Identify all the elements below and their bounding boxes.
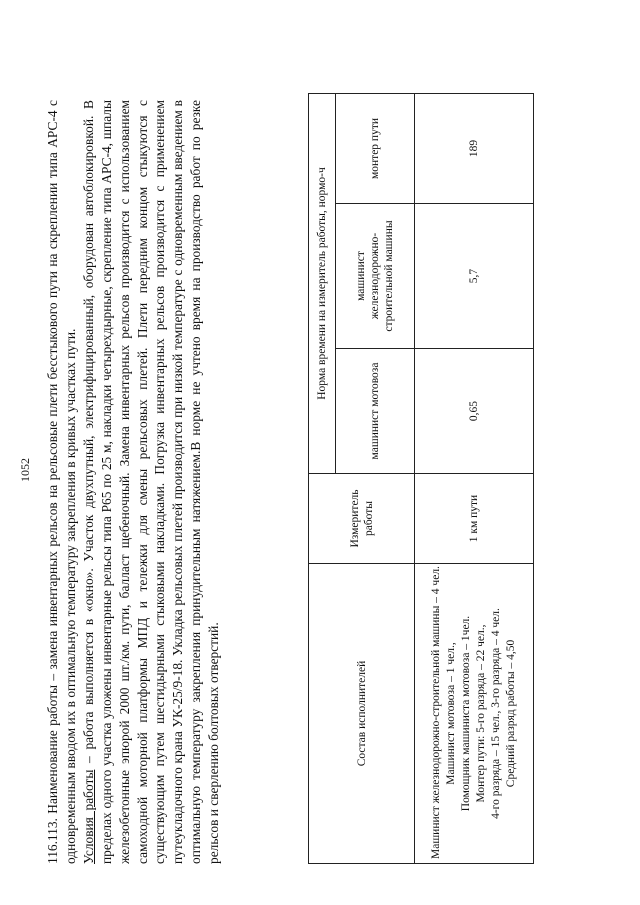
rotated-document-page bbox=[18, 40, 600, 900]
value-track-fitter: 189 bbox=[415, 93, 534, 203]
staff-line: Средний разряд работы – 4,50 bbox=[505, 639, 517, 788]
staff-line: Помощник машиниста мотовоза – 1чел. bbox=[460, 615, 472, 812]
conditions-text: – работа выполняется в «окно». Участок двухпутный, электрифицированный, оборудован автоблокировкой. В пределах одного участка уложены инвентарные рельсы типа Р65 по 25 м, накладки четырехдырные, скрепление типа АРС-4, шпалы железобетонные эпюрой 2000 шт./км. пути, балласт щебеночный. Замена инвентарных рельсов производится с использованием самоходной моторной платформы МПД и тележки для смены рельсовых плетей. Плети передним концом стыкуются с существующим путем шестидырными стыковыми накладками. Погрузка инвентарных рельсов производится с применением путеукладочного крана УК-25/9-18. Укладка рельсовых плетей производится при низкой температуре с одновременным введением в оптимальную температуру закрепления принудительным натяжением.В норме не учтено время на производство работ по резке рельсов и сверлению болтовых отверстий. bbox=[80, 100, 222, 864]
value-machine-driver: 5,7 bbox=[415, 204, 534, 349]
header-motovoz-driver: машинист мотовоза bbox=[336, 349, 415, 474]
conditions-label: Условия работы bbox=[80, 769, 96, 864]
staff-line: 4-го разряда – 15 чел., 3-го разряда – 4 чел. bbox=[490, 608, 502, 819]
work-heading: 116.113. Наименование работы – замена инвентарных рельсов на рельсовые плети бесстыкового пути на скреплении типа АРС-4 с одновременным вводом их в оптимальную температуру закрепления в кривых участках пути. bbox=[45, 100, 78, 864]
staff-line: Монтер пути: 5-го разряда – 22 чел., bbox=[475, 624, 487, 803]
work-description bbox=[44, 100, 223, 864]
page-number: 1052 bbox=[18, 458, 32, 482]
staff-line: Машинист железнодорожно-строительной машины – 4 чел. bbox=[430, 566, 442, 859]
staff-line: Машинист мотовоза – 1 чел., bbox=[445, 642, 457, 785]
header-unit: Измеритель работы bbox=[309, 474, 415, 564]
work-conditions bbox=[80, 100, 223, 864]
staff-cell bbox=[415, 564, 534, 864]
header-track-fitter: монтер пути bbox=[336, 93, 415, 203]
header-machine-driver: машинист железнодорожно-строительной машины bbox=[336, 204, 415, 349]
header-staff: Состав исполнителей bbox=[309, 564, 415, 864]
value-motovoz-driver: 0,65 bbox=[415, 349, 534, 474]
header-norm: Норма времени на измеритель работы, нормо-ч bbox=[309, 93, 336, 473]
unit-cell: 1 км пути bbox=[415, 474, 534, 564]
norm-table bbox=[308, 94, 534, 864]
